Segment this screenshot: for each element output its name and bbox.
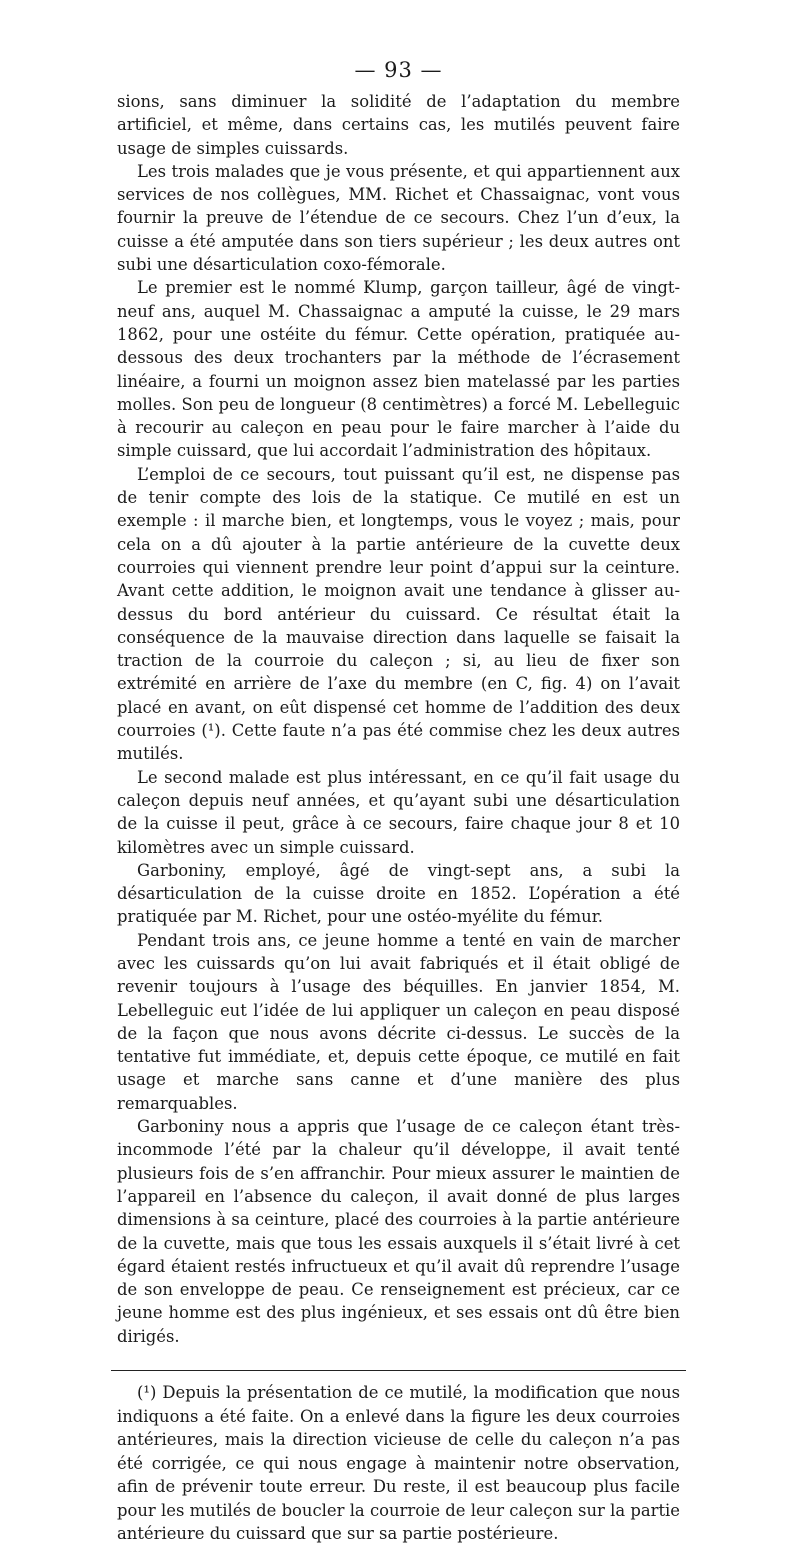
- paragraph-second-malade: Le second malade est plus intéressant, en ce qu’il fait usage du caleçon depuis neuf années, et qu’ayant subi une désarticulation de la cuisse il peut, grâce à ce secours, faire chaque jour 8 et 10 kilomètres avec un simple cuissard.: [117, 767, 680, 857]
- footnote-text: (¹) Depuis la présentation de ce mutilé, la modification que nous indiquons a été faite. On a enlevé dans la figure les deux courroies antérieures, mais la direction vicieuse de celle du caleçon n’a pas été corrigée, ce qui nous engage à maintenir notre observation, afin de prévenir toute erreur. Du reste, il est beaucoup plus facile pour les mutilés de boucler la courroie de leur caleçon sur la partie antérieure du cuissard que sur sa partie postérieure.: [117, 1383, 680, 1544]
- body-text: [117, 90, 680, 1348]
- paragraph-emploi: L’emploi de ce secours, tout puissant qu’il est, ne dispense pas de tenir compte des lois de la statique. Ce mutilé en est un exemple : il marche bien, et longtemps, vous le voyez ; mais, pour cela on a dû ajouter à la partie antérieure de la cuvette deux courroies qui viennent prendre leur point d’appui sur la ceinture. Avant cette addition, le moignon avait une tendance à glisser au-dessus du bord antérieur du cuissard. Ce résultat était la conséquence de la mauvaise direction dans laquelle se faisait la traction de la courroie du caleçon ; si, au lieu de fixer son extrémité en arrière de l’axe du membre (en C, fig. 4) on l’avait placé en avant, on eût dispensé cet homme de l’addition des deux courroies (¹). Cette faute n’a pas été commise chez les deux autres mutilés.: [117, 464, 680, 764]
- footnote: [117, 1381, 680, 1546]
- footnote-divider: [111, 1370, 686, 1371]
- paragraph-trois-malades: Les trois malades que je vous présente, et qui appartiennent aux services de nos collègues, MM. Richet et Chassaignac, vont vous fournir la preuve de l’étendue de ce secours. Chez l’un d’eux, la cuisse a été amputée dans son tiers supérieur ; les deux autres ont subi une désarticulation coxo-fémorale.: [117, 161, 680, 275]
- page-number: — 93 —: [354, 58, 443, 82]
- paragraph-garboniny: Garboniny, employé, âgé de vingt-sept ans, a subi la désarticulation de la cuisse droite en 1852. L’opération a été pratiquée par M. Richet, pour une ostéo-myélite du fémur.: [117, 860, 680, 927]
- paragraph-garboniny-calecon: Garboniny nous a appris que l’usage de ce caleçon étant très-incommode l’été par la chaleur qu’il développe, il avait tenté plusieurs fois de s’en affranchir. Pour mieux assurer le maintien de l’appareil en l’absence du caleçon, il avait donné de plus larges dimensions à sa ceinture, placé des courroies à la partie antérieure de la cuvette, mais que tous les essais auxquels il s’était livré à cet égard étaient restés infructueux et qu’il avait dû reprendre l’usage de son enveloppe de peau. Ce renseignement est précieux, car ce jeune homme est des plus ingénieux, et ses essais ont dû être bien dirigés.: [117, 1117, 680, 1346]
- paragraph-klump: Le premier est le nommé Klump, garçon tailleur, âgé de vingt-neuf ans, auquel M. Chassaignac a amputé la cuisse, le 29 mars 1862, pour une ostéite du fémur. Cette opération, pratiquée au-dessous des deux trochanters par la méthode de l’écrasement linéaire, a fourni un moignon assez bien matelassé par les parties molles. Son peu de longueur (8 centimètres) a forcé M. Lebelleguic à recourir au caleçon en peau pour le faire marcher à l’aide du simple cuissard, que lui accordait l’administration des hôpitaux.: [117, 278, 680, 461]
- paragraph-continuation: sions, sans diminuer la solidité de l’adaptation du membre artificiel, et même, dans certains cas, les mutilés peuvent faire usage de simples cuissards.: [117, 92, 680, 158]
- paragraph-trois-ans: Pendant trois ans, ce jeune homme a tenté en vain de marcher avec les cuissards qu’on lui avait fabriqués et il était obligé de revenir toujours à l’usage des béquilles. En janvier 1854, M. Lebelleguic eut l’idée de lui appliquer un caleçon en peau disposé de la façon que nous avons décrite ci-dessus. Le succès de la tentative fut immédiate, et, depuis cette époque, ce mutilé en fait usage et marche sans canne et d’une manière des plus remarquables.: [117, 930, 680, 1113]
